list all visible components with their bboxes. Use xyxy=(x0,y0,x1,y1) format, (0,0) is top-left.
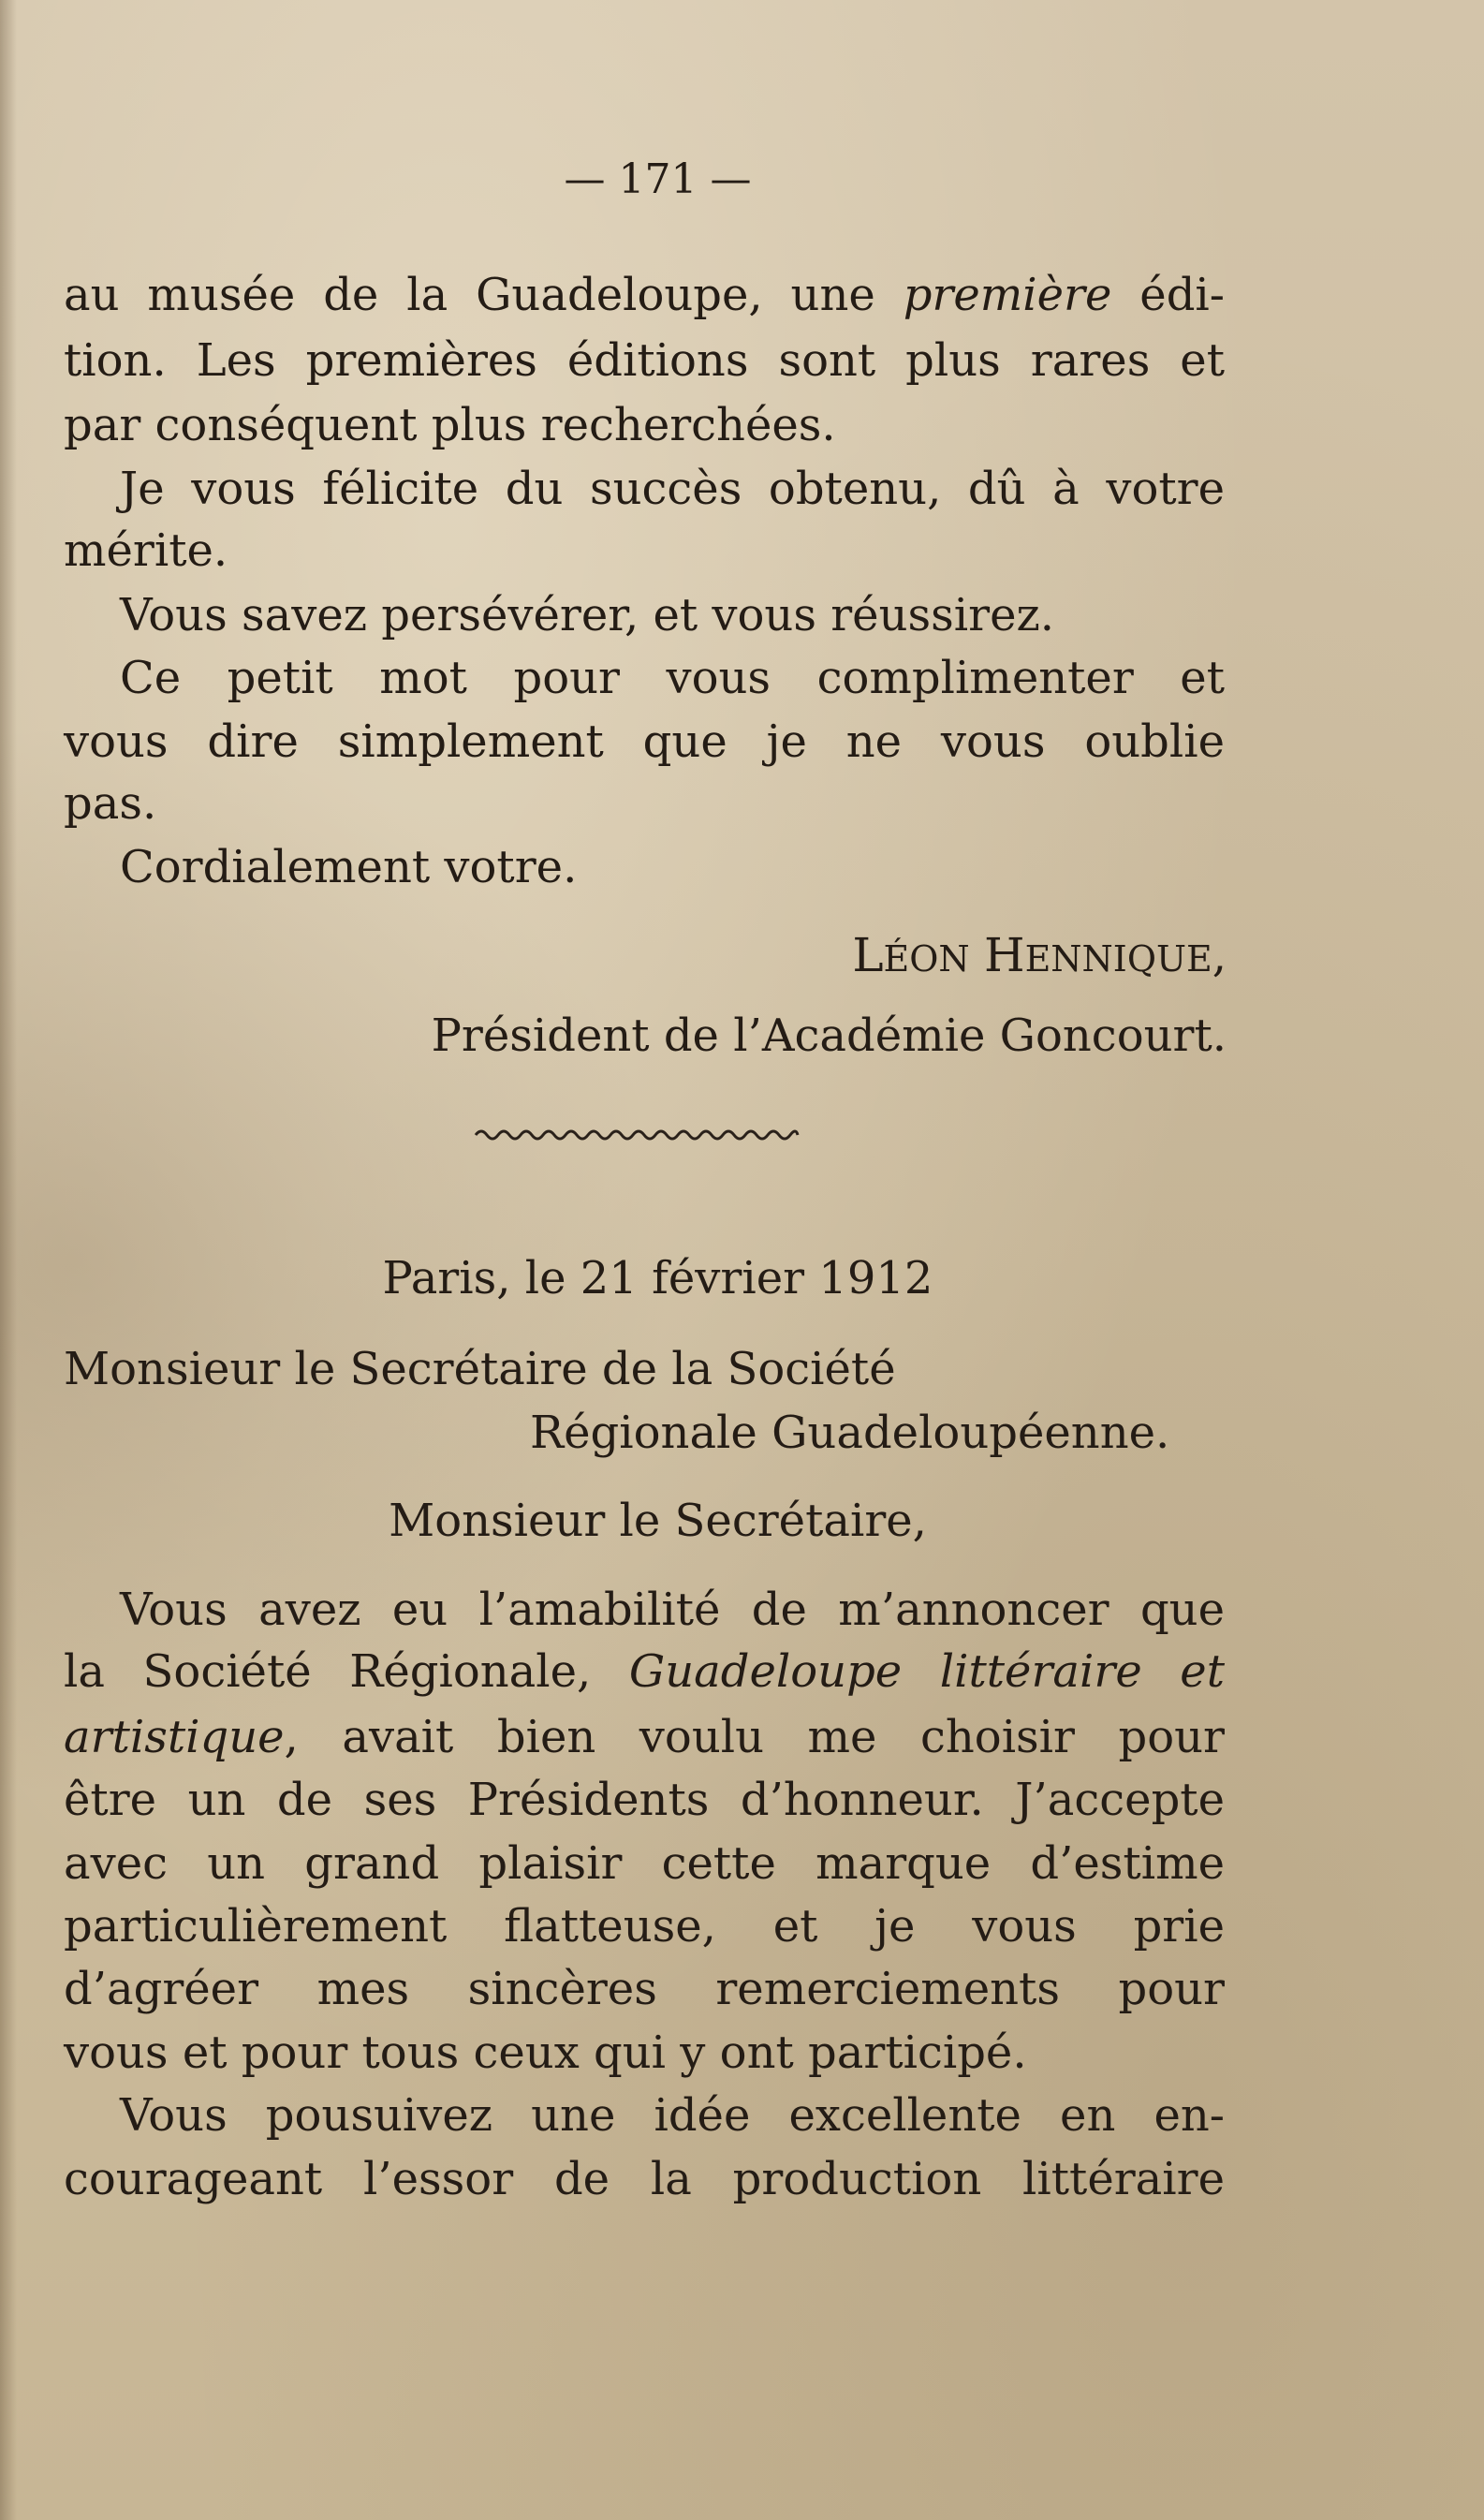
text-line: au musée de la Guadeloupe, une première édi- xyxy=(64,269,1225,321)
text-line: vous dire simplement que je ne vous oublie xyxy=(64,715,1225,768)
text-line: vous et pour tous ceux qui y ont participé. xyxy=(64,2026,1027,2079)
text-line: Vous pousuivez une idée excellente en en- xyxy=(120,2089,1225,2142)
section-divider-ornament xyxy=(472,1124,801,1146)
text-line: avec un grand plaisir cette marque d’estime xyxy=(64,1837,1225,1890)
address-line: Régionale Guadeloupéenne. xyxy=(530,1407,1170,1459)
page-number: — 171 — xyxy=(564,155,752,203)
text-line: la Société Régionale, Guadeloupe littéraire et xyxy=(64,1645,1225,1698)
text-line: artistique, avait bien voulu me choisir pour xyxy=(64,1711,1225,1763)
text-line: d’agréer mes sincères remerciements pour xyxy=(64,1963,1225,2015)
text-line: Vous savez persévérer, et vous réussirez. xyxy=(120,589,1055,641)
salutation: Monsieur le Secrétaire, xyxy=(389,1495,927,1547)
text-line: Vous avez eu l’amabilité de m’annoncer que xyxy=(120,1584,1225,1636)
signature-title: Président de l’Académie Goncourt. xyxy=(431,1009,1227,1062)
text-line: pas. xyxy=(64,777,157,830)
text-line: Cordialement votre. xyxy=(120,841,578,893)
address-line: Monsieur le Secrétaire de la Société xyxy=(64,1343,896,1395)
signature-name: LÉON HENNIQUE, xyxy=(852,928,1227,982)
text-line: par conséquent plus recherchées. xyxy=(64,399,836,451)
text-line: particulièrement flatteuse, et je vous prie xyxy=(64,1900,1225,1953)
letter-date: Paris, le 21 février 1912 xyxy=(382,1252,933,1304)
text-line: Je vous félicite du succès obtenu, dû à votre xyxy=(120,463,1225,515)
text-line: tion. Les premières éditions sont plus rares et xyxy=(64,334,1225,387)
text-line: mérite. xyxy=(64,524,228,577)
text-line: être un de ses Présidents d’honneur. J’accepte xyxy=(64,1774,1225,1826)
text-line: courageant l’essor de la production littéraire xyxy=(64,2153,1225,2205)
text-line: Ce petit mot pour vous complimenter et xyxy=(120,652,1225,704)
